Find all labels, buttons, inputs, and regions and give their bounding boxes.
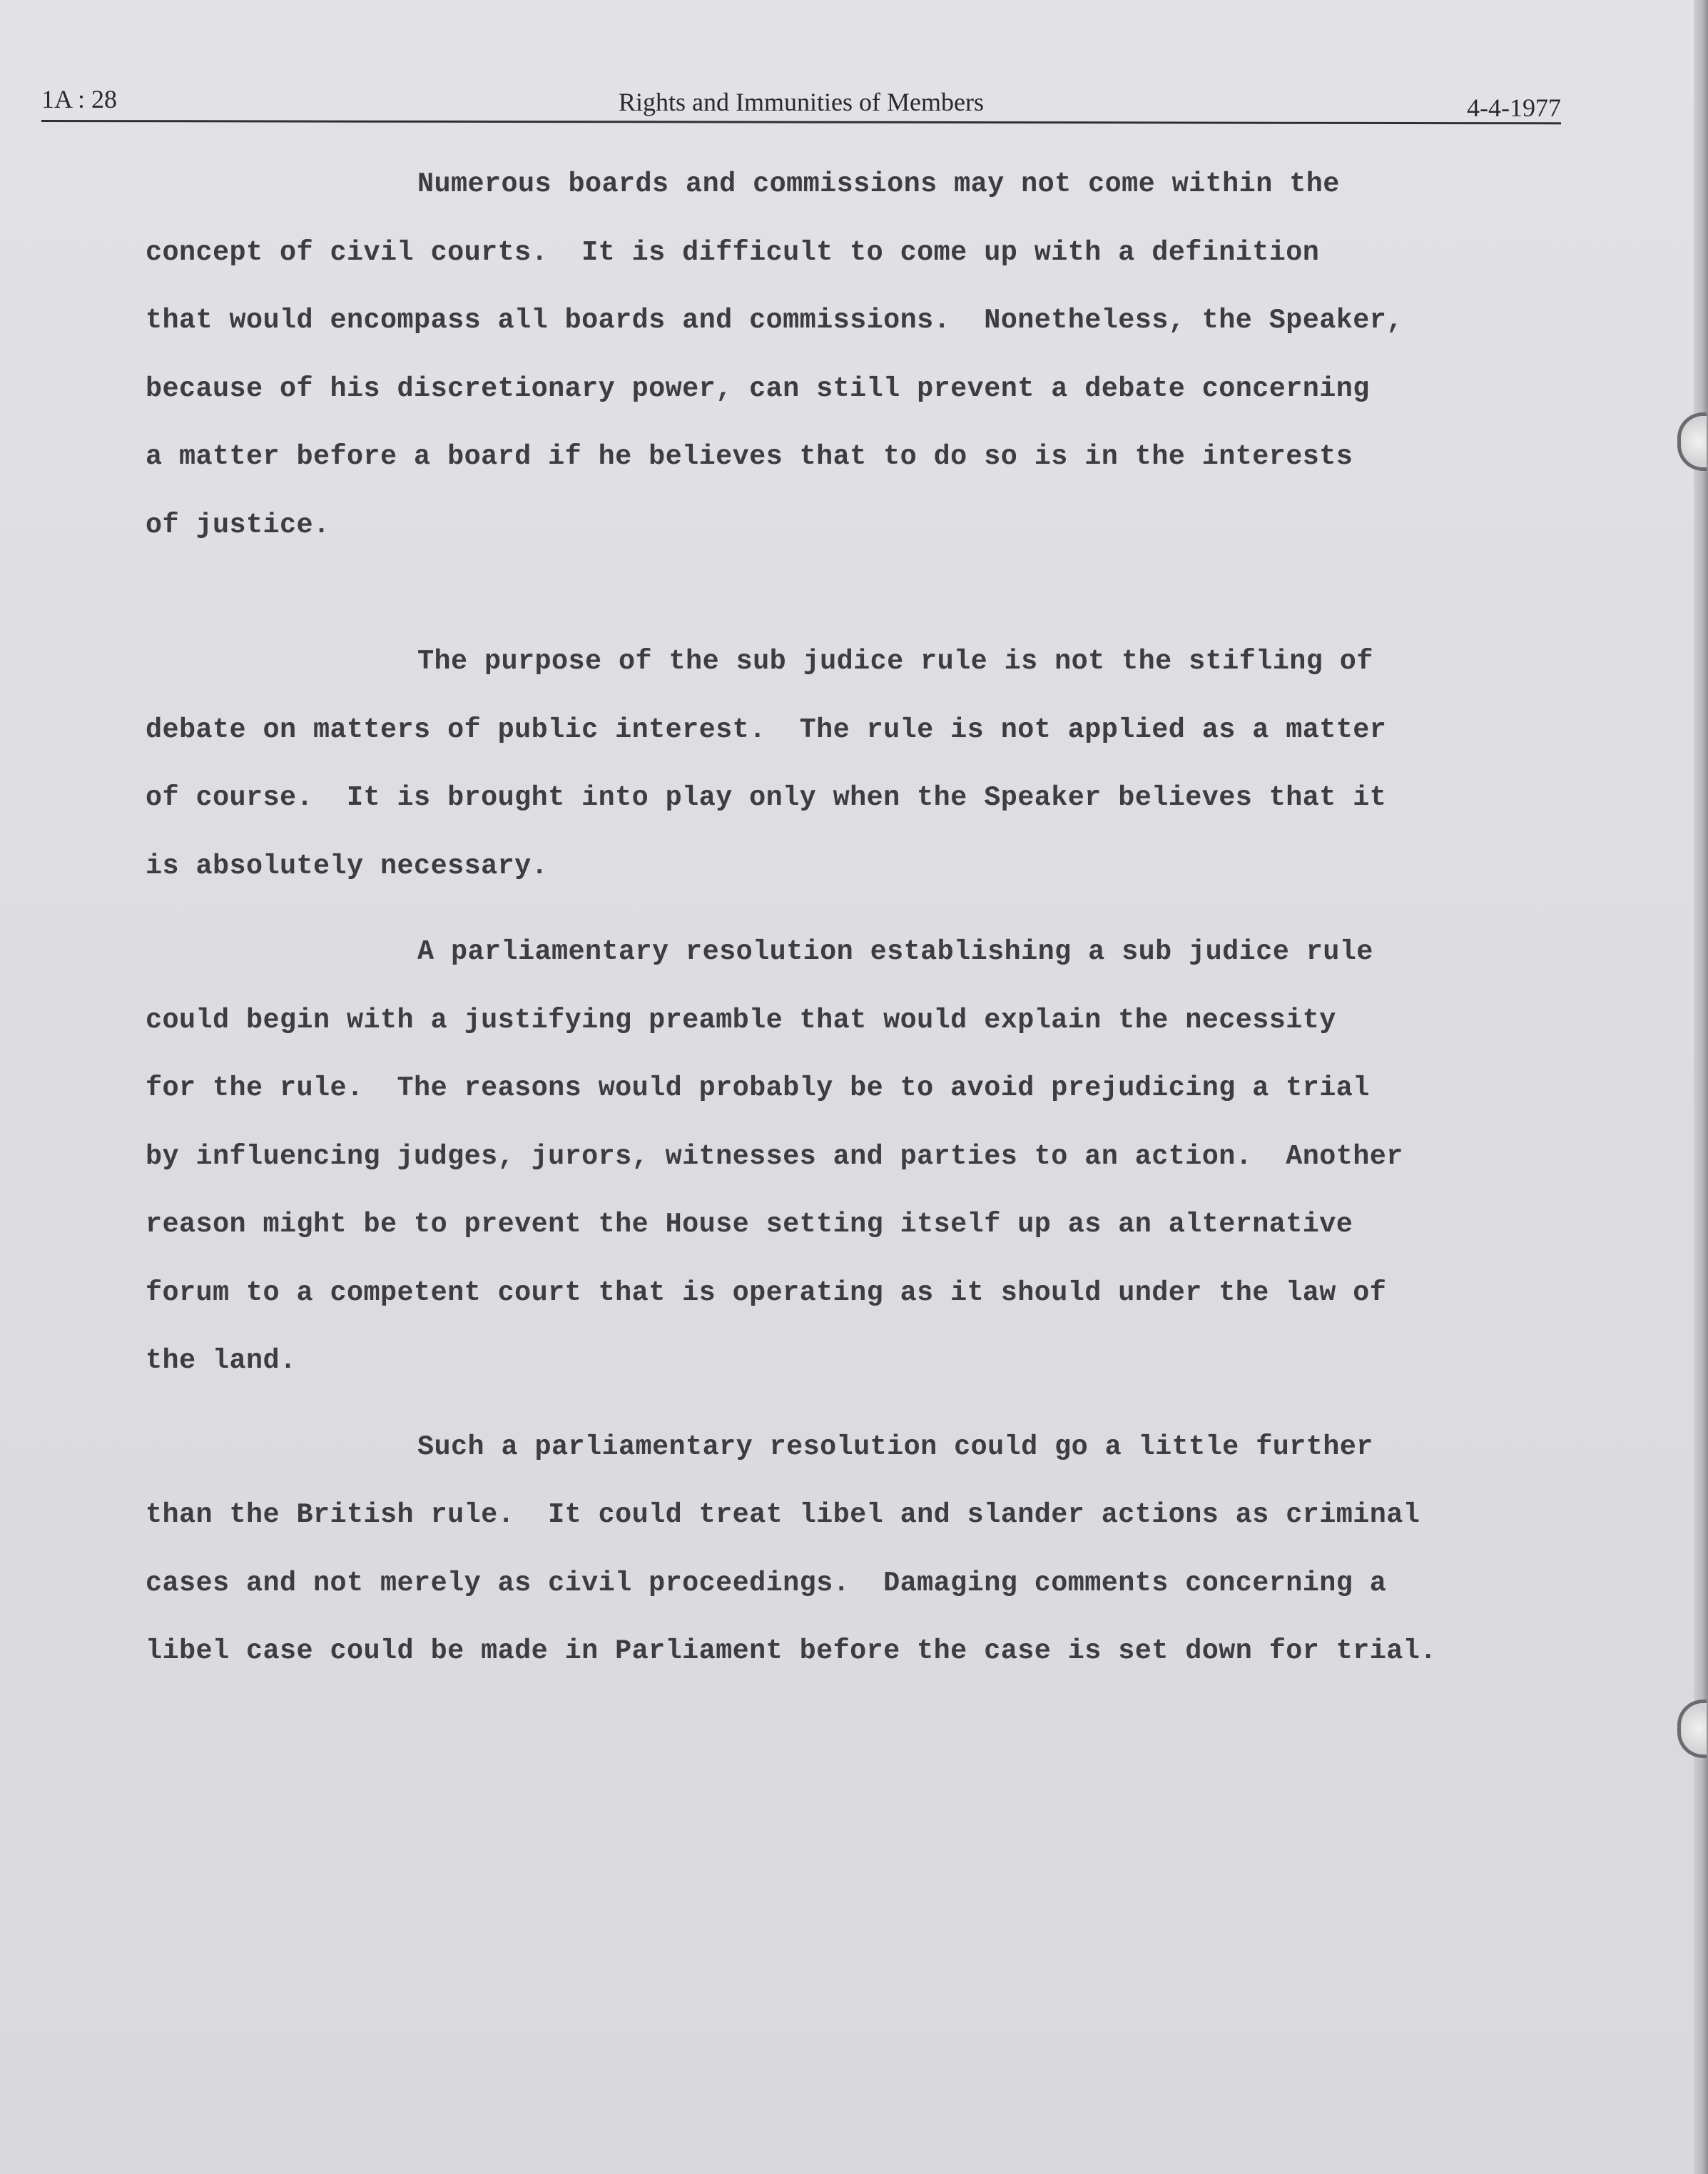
text-line: The purpose of the sub judice rule is not the stifling of (417, 646, 1373, 677)
paragraph-gap (146, 572, 1444, 640)
binder-hole-icon (1677, 1700, 1707, 1758)
paragraph-3 (146, 930, 1444, 1408)
text-line: libel case could be made in Parliament before the case is set down for trial. (146, 1635, 1437, 1667)
text-line: for the rule. The reasons would probably be to avoid prejudicing a trial (146, 1072, 1370, 1104)
text-line: of course. It is brought into play only when the Speaker believes that it (146, 782, 1387, 813)
paragraph-1 (146, 163, 1444, 572)
paragraph-4 (146, 1426, 1444, 1698)
paragraph-2 (146, 640, 1444, 913)
header-title: Rights and Immunities of Members (619, 88, 984, 116)
running-header (41, 80, 1561, 126)
paragraph-gap (146, 1408, 1444, 1426)
text-line: Numerous boards and commissions may not come within the (417, 168, 1340, 200)
header-date: 4-4-1977 (1467, 93, 1561, 122)
text-line: of justice. (146, 509, 330, 541)
text-line: is absolutely necessary. (146, 850, 549, 882)
text-line: could begin with a justifying preamble that would explain the necessity (146, 1004, 1336, 1036)
text-line: A parliamentary resolution establishing a sub judice rule (417, 936, 1373, 967)
page-reference: 1A : 28 (41, 85, 118, 113)
text-line: concept of civil courts. It is difficult to come up with a definition (146, 236, 1320, 268)
text-line: the land. (146, 1345, 297, 1376)
text-line: that would encompass all boards and commissions. Nonetheless, the Speaker, (146, 305, 1403, 336)
text-line: forum to a competent court that is operating as it should under the law of (146, 1276, 1387, 1309)
text-line: cases and not merely as civil proceedings. Damaging comments concerning a (146, 1567, 1387, 1599)
text-line: by influencing judges, jurors, witnesses and parties to an action. Another (146, 1140, 1403, 1172)
binder-hole-icon (1677, 412, 1707, 471)
paragraph-gap (146, 913, 1444, 930)
text-line: reason might be to prevent the House setting itself up as an alternative (146, 1209, 1353, 1240)
document-body (146, 163, 1444, 1698)
text-line: because of his discretionary power, can still prevent a debate concerning (146, 372, 1370, 405)
text-line: debate on matters of public interest. The rule is not applied as a matter (146, 713, 1387, 746)
page-edge-shadow (1694, 0, 1708, 2174)
text-line: than the British rule. It could treat libel and slander actions as criminal (146, 1499, 1420, 1530)
text-line: Such a parliamentary resolution could go a little further (417, 1431, 1373, 1463)
text-line: a matter before a board if he believes that to do so is in the interests (146, 441, 1353, 472)
